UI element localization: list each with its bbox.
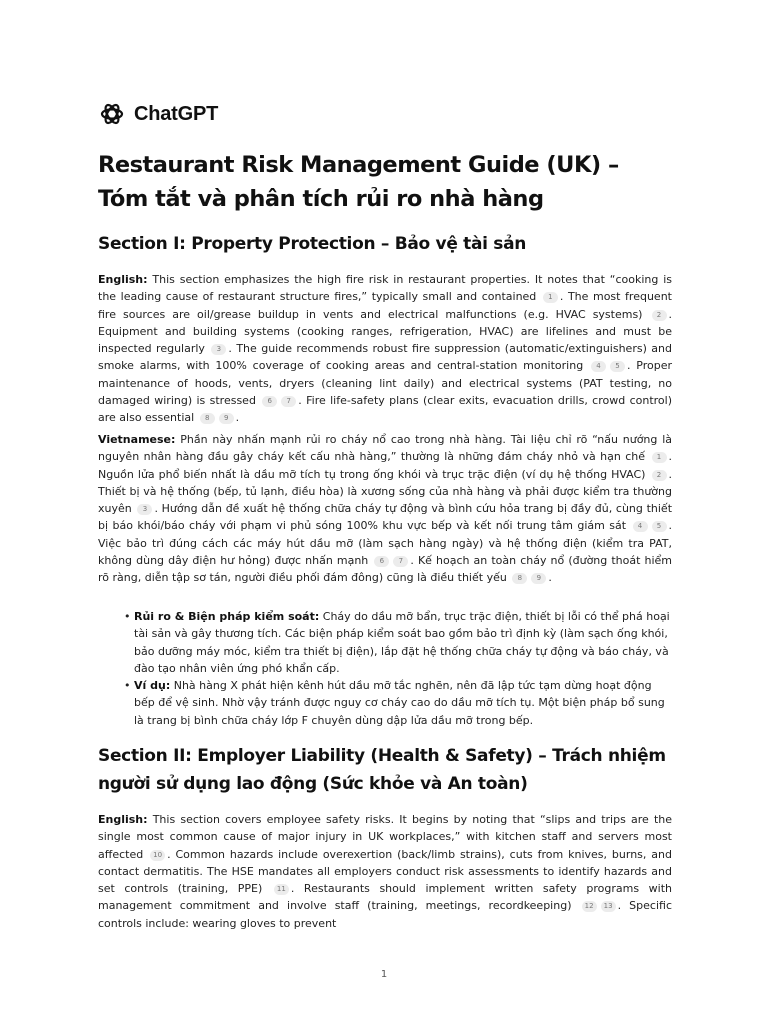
citation-badge[interactable]: 6 xyxy=(262,396,277,407)
citation-badge[interactable]: 6 xyxy=(374,556,389,567)
list-item: • Rủi ro & Biện pháp kiểm soát: Cháy do dầu mỡ bẩn, trục trặc điện, thiết bị lỗi có thể phá hoại tài sản và gây thương tích. Các biện pháp kiểm soát bao gồm bảo trì định kỳ (làm sạch ống khói, bảo dưỡng máy móc, kiểm tra thiết bị điện), lắp đặt hệ thống chữa cháy tự động và báo cháy, và đào tạo nhân viên ứng phó khẩn cấp. xyxy=(124,608,672,677)
logo-text: ChatGPT xyxy=(134,102,219,125)
citation-badge[interactable]: 10 xyxy=(150,850,165,861)
citation-badge[interactable]: 8 xyxy=(512,573,527,584)
list-item: • Ví dụ: Nhà hàng X phát hiện kênh hút dầu mỡ tắc nghẽn, nên đã lập tức tạm dừng hoạt động bếp để vệ sinh. Nhờ vậy tránh được nguy cơ cháy cao do dầu mỡ tích tụ. Một biện pháp bổ sung là trang bị bình chữa cháy lớp F chuyên dùng dập lửa dầu mỡ trong bếp. xyxy=(124,677,672,729)
citation-badge[interactable]: 3 xyxy=(211,344,226,355)
citation-badge[interactable]: 3 xyxy=(137,504,152,515)
citation-badge[interactable]: 2 xyxy=(652,310,667,321)
vietnamese-label: Vietnamese: xyxy=(98,433,176,446)
citation-badge[interactable]: 12 xyxy=(582,901,597,912)
citation-badge[interactable]: 7 xyxy=(281,396,296,407)
english-label: English: xyxy=(98,813,148,826)
citation-badge[interactable]: 9 xyxy=(219,413,234,424)
citation-badge[interactable]: 4 xyxy=(591,361,606,372)
section2-heading: Section II: Employer Liability (Health & Safety) – Trách nhiệm người sử dụng lao động (Sức khỏe và An toàn) xyxy=(98,746,666,794)
openai-logo-icon xyxy=(98,100,126,128)
citation-badge[interactable]: 4 xyxy=(633,521,648,532)
citation-badge[interactable]: 5 xyxy=(652,521,667,532)
citation-badge[interactable]: 1 xyxy=(652,452,667,463)
chatgpt-logo xyxy=(98,100,218,128)
english-label: English: xyxy=(98,273,148,286)
section1-heading: Section I: Property Protection – Bảo vệ tài sản xyxy=(98,234,527,254)
citation-badge[interactable]: 8 xyxy=(200,413,215,424)
section1-bullet-list xyxy=(124,608,672,729)
page-number: 1 xyxy=(380,969,388,980)
document-title: Restaurant Risk Management Guide (UK) – Tóm tắt và phân tích rủi ro nhà hàng xyxy=(98,152,619,212)
citation-badge[interactable]: 11 xyxy=(274,884,289,895)
citation-badge[interactable]: 9 xyxy=(531,573,546,584)
section1-english-paragraph: English: This section emphasizes the high fire risk in restaurant properties. It notes that “cooking is the leading cause of restaurant structure fires,” typically small and contained 1 . The most frequent fire sources are oil/grease buildup in vents and electrical malfunctions (e.g. HVAC systems) 2 . Equipment and building systems (cooking ranges, refrigeration, HVAC) are lifelines and must be inspected regularly 3 . The guide recommends robust fire suppression (automatic/extinguishers) and smoke alarms, with 100% coverage of cooking areas and central-station monitoring 4 5 . Proper maintenance of hoods, vents, dryers (cleaning lint daily) and electrical systems (PAT testing, no damaged wiring) is stressed 6 7 . Fire life-safety plans (clear exits, evacuation drills, crowd control) are also essential 8 9 . xyxy=(98,273,672,425)
citation-badge[interactable]: 7 xyxy=(393,556,408,567)
citation-badge[interactable]: 2 xyxy=(652,470,667,481)
section1-vietnamese-paragraph: Vietnamese: Phần này nhấn mạnh rủi ro cháy nổ cao trong nhà hàng. Tài liệu chỉ rõ “nấu nướng là nguyên nhân hàng đầu gây cháy kết cấu nhà hàng,” thường là những đám cháy nhỏ và hạn chế 1 . Nguồn lửa phổ biến nhất là dầu mỡ tích tụ trong ống khói và trục trặc điện (ví dụ hệ thống HVAC) 2 . Thiết bị và hệ thống (bếp, tủ lạnh, điều hòa) là xương sống của nhà hàng và phải được kiểm tra thường xuyên 3 . Hướng dẫn đề xuất hệ thống chữa cháy tự động và bình cứu hỏa trang bị đầy đủ, cùng thiết bị báo khói/báo cháy với phạm vi phủ sóng 100% khu vực bếp và kết nối trung tâm giám sát 4 5 . Việc bảo trì đúng cách các máy hút dầu mỡ (làm sạch hàng ngày) và hệ thống điện (kiểm tra PAT, không dùng dây điện hư hỏng) được nhấn mạnh 6 7 . Kế hoạch an toàn cháy nổ (đường thoát hiểm rõ ràng, diễn tập sơ tán, người điều phối đám đông) cũng là điều thiết yếu 8 9 . xyxy=(98,433,673,585)
citation-badge[interactable]: 1 xyxy=(543,292,558,303)
citation-badge[interactable]: 13 xyxy=(601,901,616,912)
citation-badge[interactable]: 5 xyxy=(610,361,625,372)
section2-english-paragraph: English: This section covers employee safety risks. It begins by noting that “slips and trips are the single most common cause of major injury in UK workplaces,” with kitchen staff and servers most affected 10 . Common hazards include overexertion (back/limb strains), cuts from knives, burns, and contact dermatitis. The HSE mandates all employers conduct risk assessments to identify hazards and set controls (training, PPE) 11 . Restaurants should implement written safety programs with management commitment and involve staff (training, meetings, recordkeeping) 12 13 . Specific controls include: wearing gloves to prevent xyxy=(98,813,672,930)
